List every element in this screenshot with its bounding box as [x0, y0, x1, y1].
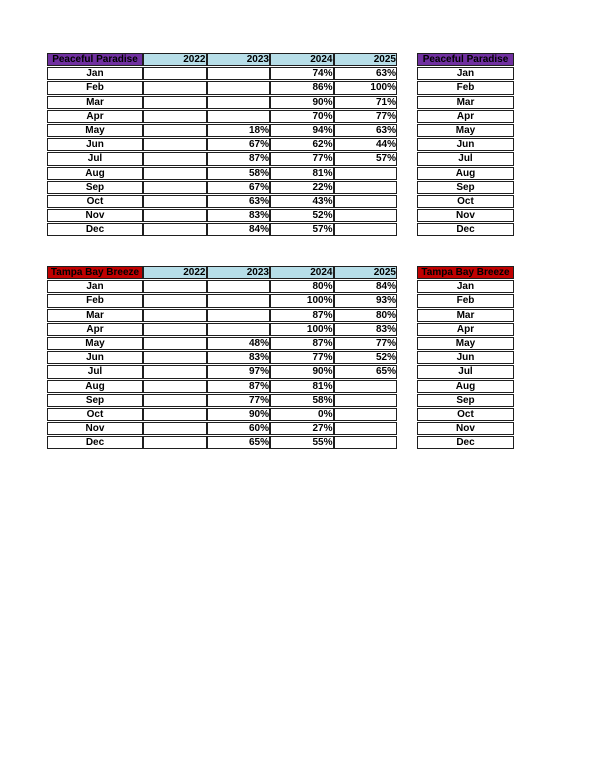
value-cell[interactable]: 18% — [207, 124, 271, 137]
value-cell[interactable]: 62% — [270, 138, 334, 151]
year-header-cell[interactable]: 2024 — [270, 266, 334, 279]
month-cell[interactable]: Apr — [417, 323, 514, 336]
month-cell[interactable]: Apr — [47, 110, 143, 123]
value-cell[interactable] — [334, 181, 398, 194]
value-cell[interactable] — [143, 351, 207, 364]
table-row — [47, 422, 397, 435]
value-cell[interactable]: 67% — [207, 138, 271, 151]
data-row-group — [417, 280, 514, 449]
value-cell[interactable]: 90% — [207, 408, 271, 421]
table-row — [47, 365, 397, 378]
value-cell[interactable] — [334, 394, 398, 407]
value-cell[interactable] — [334, 223, 398, 236]
month-cell[interactable]: Nov — [47, 422, 143, 435]
value-cell[interactable]: 77% — [334, 110, 398, 123]
table-row — [417, 380, 514, 393]
value-cell[interactable] — [143, 436, 207, 449]
value-cell[interactable]: 100% — [270, 294, 334, 307]
month-cell[interactable]: Feb — [417, 294, 514, 307]
table-row — [47, 124, 397, 137]
table-row — [417, 294, 514, 307]
month-cell[interactable]: Jul — [47, 365, 143, 378]
value-cell[interactable] — [143, 167, 207, 180]
year-header-cell[interactable]: 2025 — [334, 266, 398, 279]
table-row — [417, 124, 514, 137]
value-cell[interactable]: 80% — [270, 280, 334, 293]
table-row — [47, 181, 397, 194]
value-cell[interactable] — [143, 422, 207, 435]
value-cell[interactable]: 100% — [334, 81, 398, 94]
value-cell[interactable] — [143, 81, 207, 94]
value-cell[interactable]: 70% — [270, 110, 334, 123]
value-cell[interactable] — [334, 209, 398, 222]
value-cell[interactable]: 22% — [270, 181, 334, 194]
value-cell[interactable]: 57% — [334, 152, 398, 165]
table-row — [47, 280, 397, 293]
table-row — [417, 67, 514, 80]
peaceful-paradise-table — [47, 52, 397, 237]
month-cell[interactable]: Jul — [47, 152, 143, 165]
table-row — [417, 110, 514, 123]
value-cell[interactable] — [143, 181, 207, 194]
peaceful-paradise-month-list — [417, 52, 514, 237]
table-row — [47, 436, 397, 449]
value-cell[interactable] — [334, 408, 398, 421]
table-title-cell[interactable]: Peaceful Paradise — [47, 53, 143, 66]
month-cell[interactable]: Aug — [47, 167, 143, 180]
year-header-cell[interactable]: 2022 — [143, 266, 207, 279]
year-header-cell[interactable]: 2023 — [207, 53, 271, 66]
value-cell[interactable]: 60% — [207, 422, 271, 435]
value-cell[interactable] — [207, 81, 271, 94]
table-row — [47, 351, 397, 364]
month-cell[interactable]: May — [417, 337, 514, 350]
value-cell[interactable] — [334, 422, 398, 435]
month-cell[interactable]: Jan — [47, 280, 143, 293]
header-row — [47, 53, 397, 66]
value-cell[interactable]: 93% — [334, 294, 398, 307]
value-cell[interactable]: 52% — [270, 209, 334, 222]
value-cell[interactable]: 74% — [270, 67, 334, 80]
table-row — [417, 337, 514, 350]
value-cell[interactable] — [207, 96, 271, 109]
table-row — [47, 380, 397, 393]
header-row-group — [47, 53, 397, 66]
value-cell[interactable] — [143, 152, 207, 165]
table-row — [47, 394, 397, 407]
month-cell[interactable]: Jan — [47, 67, 143, 80]
value-cell[interactable]: 80% — [334, 309, 398, 322]
month-cell[interactable]: Feb — [47, 81, 143, 94]
table-row — [417, 351, 514, 364]
month-cell[interactable]: Jun — [417, 351, 514, 364]
value-cell[interactable] — [143, 195, 207, 208]
year-header-cell[interactable]: 2022 — [143, 53, 207, 66]
value-cell[interactable]: 43% — [270, 195, 334, 208]
tampa-bay-breeze-table — [47, 265, 397, 450]
month-cell[interactable]: Oct — [417, 195, 514, 208]
month-cell[interactable]: Sep — [417, 394, 514, 407]
table-row — [47, 294, 397, 307]
table-title-cell[interactable]: Peaceful Paradise — [417, 53, 514, 66]
month-cell[interactable]: Aug — [47, 380, 143, 393]
value-cell[interactable] — [334, 167, 398, 180]
year-header-cell[interactable]: 2023 — [207, 266, 271, 279]
month-cell[interactable]: Feb — [47, 294, 143, 307]
table-row — [47, 309, 397, 322]
value-cell[interactable] — [143, 110, 207, 123]
value-cell[interactable]: 83% — [207, 351, 271, 364]
value-cell[interactable] — [143, 209, 207, 222]
value-cell[interactable]: 58% — [270, 394, 334, 407]
value-cell[interactable]: 84% — [334, 280, 398, 293]
month-cell[interactable]: May — [417, 124, 514, 137]
header-row-group — [47, 266, 397, 279]
month-cell[interactable]: Apr — [47, 323, 143, 336]
value-cell[interactable]: 86% — [270, 81, 334, 94]
value-cell[interactable] — [143, 309, 207, 322]
table-row — [47, 96, 397, 109]
month-cell[interactable]: Mar — [417, 96, 514, 109]
month-cell[interactable]: Mar — [47, 309, 143, 322]
value-cell[interactable]: 83% — [207, 209, 271, 222]
value-cell[interactable] — [143, 294, 207, 307]
value-cell[interactable]: 97% — [207, 365, 271, 378]
month-cell[interactable]: Jun — [417, 138, 514, 151]
month-cell[interactable]: Mar — [417, 309, 514, 322]
table-row — [417, 408, 514, 421]
value-cell[interactable]: 84% — [207, 223, 271, 236]
value-cell[interactable]: 63% — [334, 67, 398, 80]
month-cell[interactable]: Sep — [47, 394, 143, 407]
value-cell[interactable]: 27% — [270, 422, 334, 435]
month-cell[interactable]: Nov — [47, 209, 143, 222]
table-row — [47, 138, 397, 151]
month-cell[interactable]: Dec — [47, 223, 143, 236]
value-cell[interactable]: 71% — [334, 96, 398, 109]
table-row — [417, 422, 514, 435]
month-cell[interactable]: Jun — [47, 138, 143, 151]
value-cell[interactable] — [143, 223, 207, 236]
table-row — [417, 96, 514, 109]
month-cell[interactable]: Aug — [417, 380, 514, 393]
value-cell[interactable]: 77% — [270, 152, 334, 165]
month-cell[interactable]: Oct — [417, 408, 514, 421]
table-row — [47, 110, 397, 123]
value-cell[interactable]: 83% — [334, 323, 398, 336]
value-cell[interactable]: 63% — [334, 124, 398, 137]
value-cell[interactable]: 90% — [270, 365, 334, 378]
month-cell[interactable]: Sep — [47, 181, 143, 194]
month-cell[interactable]: Apr — [417, 110, 514, 123]
month-cell[interactable]: Mar — [47, 96, 143, 109]
month-cell[interactable]: Nov — [417, 422, 514, 435]
value-cell[interactable] — [334, 380, 398, 393]
value-cell[interactable]: 77% — [270, 351, 334, 364]
value-cell[interactable]: 55% — [270, 436, 334, 449]
data-row-group — [47, 280, 397, 449]
month-cell[interactable]: Dec — [417, 223, 514, 236]
table-row — [417, 181, 514, 194]
value-cell[interactable] — [143, 124, 207, 137]
value-cell[interactable] — [143, 67, 207, 80]
month-cell[interactable]: May — [47, 124, 143, 137]
table-row — [417, 195, 514, 208]
header-row-group — [417, 53, 514, 66]
tampa-bay-breeze-month-list — [417, 265, 514, 450]
month-cell[interactable]: Sep — [417, 181, 514, 194]
month-cell[interactable]: Aug — [417, 167, 514, 180]
value-cell[interactable]: 44% — [334, 138, 398, 151]
table-row — [417, 323, 514, 336]
header-row — [417, 266, 514, 279]
value-cell[interactable] — [207, 309, 271, 322]
table-row — [47, 408, 397, 421]
month-cell[interactable]: Dec — [417, 436, 514, 449]
table-row — [47, 323, 397, 336]
value-cell[interactable] — [207, 294, 271, 307]
table-row — [417, 223, 514, 236]
table-row — [47, 81, 397, 94]
table-title-cell[interactable]: Tampa Bay Breeze — [417, 266, 514, 279]
value-cell[interactable]: 77% — [207, 394, 271, 407]
value-cell[interactable]: 87% — [207, 380, 271, 393]
value-cell[interactable] — [334, 195, 398, 208]
value-cell[interactable] — [143, 337, 207, 350]
header-row-group — [417, 266, 514, 279]
table-row — [417, 138, 514, 151]
table-row — [417, 152, 514, 165]
value-cell[interactable]: 65% — [207, 436, 271, 449]
header-row — [47, 266, 397, 279]
value-cell[interactable] — [143, 323, 207, 336]
value-cell[interactable] — [143, 138, 207, 151]
value-cell[interactable] — [143, 380, 207, 393]
table-row — [417, 280, 514, 293]
table-row — [417, 167, 514, 180]
month-cell[interactable]: Feb — [417, 81, 514, 94]
year-header-cell[interactable]: 2025 — [334, 53, 398, 66]
table-row — [47, 152, 397, 165]
month-cell[interactable]: Oct — [47, 195, 143, 208]
value-cell[interactable]: 63% — [207, 195, 271, 208]
table-row — [47, 195, 397, 208]
table-row — [47, 337, 397, 350]
value-cell[interactable] — [207, 110, 271, 123]
value-cell[interactable]: 87% — [270, 309, 334, 322]
value-cell[interactable] — [143, 394, 207, 407]
table-title-cell[interactable]: Tampa Bay Breeze — [47, 266, 143, 279]
data-row-group — [417, 67, 514, 236]
header-row — [417, 53, 514, 66]
value-cell[interactable]: 58% — [207, 167, 271, 180]
value-cell[interactable] — [143, 280, 207, 293]
table-row — [417, 394, 514, 407]
value-cell[interactable]: 90% — [270, 96, 334, 109]
value-cell[interactable]: 48% — [207, 337, 271, 350]
value-cell[interactable]: 100% — [270, 323, 334, 336]
data-row-group — [47, 67, 397, 236]
table-row — [417, 436, 514, 449]
table-row — [417, 365, 514, 378]
value-cell[interactable]: 81% — [270, 167, 334, 180]
value-cell[interactable]: 57% — [270, 223, 334, 236]
value-cell[interactable] — [143, 96, 207, 109]
table-row — [47, 67, 397, 80]
value-cell[interactable]: 94% — [270, 124, 334, 137]
value-cell[interactable] — [207, 323, 271, 336]
value-cell[interactable]: 87% — [270, 337, 334, 350]
year-header-cell[interactable]: 2024 — [270, 53, 334, 66]
month-cell[interactable]: Jan — [417, 67, 514, 80]
value-cell[interactable]: 65% — [334, 365, 398, 378]
value-cell[interactable] — [143, 365, 207, 378]
value-cell[interactable] — [143, 408, 207, 421]
value-cell[interactable]: 67% — [207, 181, 271, 194]
month-cell[interactable]: Jul — [417, 152, 514, 165]
month-cell[interactable]: Nov — [417, 209, 514, 222]
value-cell[interactable]: 87% — [207, 152, 271, 165]
month-cell[interactable]: Dec — [47, 436, 143, 449]
month-cell[interactable]: Jul — [417, 365, 514, 378]
month-cell[interactable]: Oct — [47, 408, 143, 421]
table-row — [47, 167, 397, 180]
month-cell[interactable]: Jan — [417, 280, 514, 293]
value-cell[interactable] — [207, 67, 271, 80]
table-row — [47, 223, 397, 236]
value-cell[interactable]: 81% — [270, 380, 334, 393]
month-cell[interactable]: Jun — [47, 351, 143, 364]
value-cell[interactable] — [334, 436, 398, 449]
table-row — [417, 81, 514, 94]
value-cell[interactable]: 0% — [270, 408, 334, 421]
value-cell[interactable]: 77% — [334, 337, 398, 350]
month-cell[interactable]: May — [47, 337, 143, 350]
table-row — [47, 209, 397, 222]
value-cell[interactable] — [207, 280, 271, 293]
value-cell[interactable]: 52% — [334, 351, 398, 364]
table-row — [417, 209, 514, 222]
table-row — [417, 309, 514, 322]
